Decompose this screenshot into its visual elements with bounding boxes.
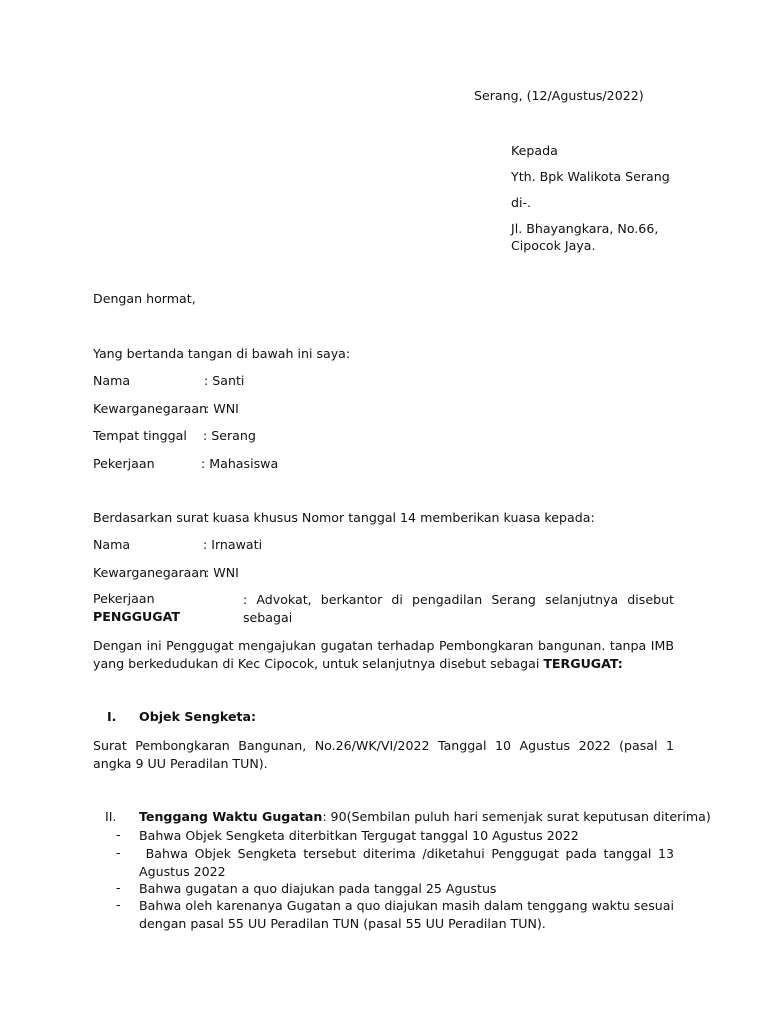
salutation: Dengan hormat, xyxy=(93,291,196,306)
recipient-address-line1: Jl. Bhayangkara, No.66, xyxy=(511,221,659,236)
plaintiff-tempat-label: Tempat tinggal xyxy=(93,428,187,443)
gugatan-text: Dengan ini Penggugat mengajukan gugatan terhadap Pembongkaran bangunan. tanpa IMB yang berkedudukan di Kec Cipocok, untuk selanjutnya disebut sebagai xyxy=(93,638,674,671)
recipient-yth: Yth. Bpk Walikota Serang xyxy=(511,169,670,184)
attorney-pekerjaan-value: : Advokat, berkantor di pengadilan Serang selanjutnya disebut sebagai xyxy=(243,592,674,625)
tergugat-label: TERGUGAT: xyxy=(543,656,623,671)
section1-body: Surat Pembongkaran Bangunan, No.26/WK/VI/2022 Tanggal 10 Agustus 2022 (pasal 1 angka 9 UU Peradilan TUN). xyxy=(93,738,674,771)
recipient-di: di-. xyxy=(511,195,532,210)
list-item: Bahwa Objek Sengketa tersebut diterima /diketahui Penggugat pada tanggal 13 Agustus 2022 xyxy=(139,846,678,879)
penggugat-label: PENGGUGAT xyxy=(93,609,180,624)
plaintiff-nama-label: Nama xyxy=(93,373,131,388)
plaintiff-kewarganegaraan-label: Kewarganegaraan xyxy=(93,401,208,416)
recipient-address-line2: Cipocok Jaya. xyxy=(511,238,596,253)
attorney-kewarganegaraan-label: Kewarganegaraan xyxy=(93,565,208,580)
attorney-nama-value: : Irnawati xyxy=(203,537,263,552)
bullet-marker: - xyxy=(116,845,121,860)
section2-title: Tenggang Waktu Gugatan xyxy=(139,809,323,824)
plaintiff-tempat-value: : Serang xyxy=(203,428,256,443)
plaintiff-pekerjaan-value: : Mahasiswa xyxy=(201,456,279,471)
section1-title: Objek Sengketa: xyxy=(139,709,257,724)
gugatan-paragraph xyxy=(93,637,674,673)
plaintiff-pekerjaan-label: Pekerjaan xyxy=(93,456,155,471)
bullet-marker: - xyxy=(116,897,121,912)
section2-heading xyxy=(139,809,711,824)
intro-text: Yang bertanda tangan di bawah ini saya: xyxy=(93,346,351,361)
bullet-marker: - xyxy=(116,880,121,895)
plaintiff-kewarganegaraan-value: : WNI xyxy=(205,401,239,416)
list-item: Bahwa oleh karenanya Gugatan a quo diajukan masih dalam tenggang waktu sesuai dengan pasal 55 UU Peradilan TUN (pasal 55 UU Peradilan TUN). xyxy=(139,898,674,931)
section1-number: I. xyxy=(107,709,117,724)
bullet-marker: - xyxy=(116,827,121,842)
attorney-nama-label: Nama xyxy=(93,537,131,552)
place-date: Serang, (12/Agustus/2022) xyxy=(474,88,644,103)
attorney-pekerjaan-label: Pekerjaan xyxy=(93,591,155,606)
recipient-kepada: Kepada xyxy=(511,143,558,158)
attorney-kewarganegaraan-value: : WNI xyxy=(205,565,239,580)
plaintiff-nama-value: : Santi xyxy=(204,373,245,388)
kuasa-intro: Berdasarkan surat kuasa khusus Nomor tanggal 14 memberikan kuasa kepada: xyxy=(93,510,595,525)
list-item: Bahwa gugatan a quo diajukan pada tanggal 25 Agustus xyxy=(139,881,497,896)
list-item: Bahwa Objek Sengketa diterbitkan Tergugat tanggal 10 Agustus 2022 xyxy=(139,828,579,843)
section2-number: II. xyxy=(105,809,117,824)
section2-title-rest: : 90(Sembilan puluh hari semenjak surat keputusan diterima) xyxy=(322,809,711,824)
